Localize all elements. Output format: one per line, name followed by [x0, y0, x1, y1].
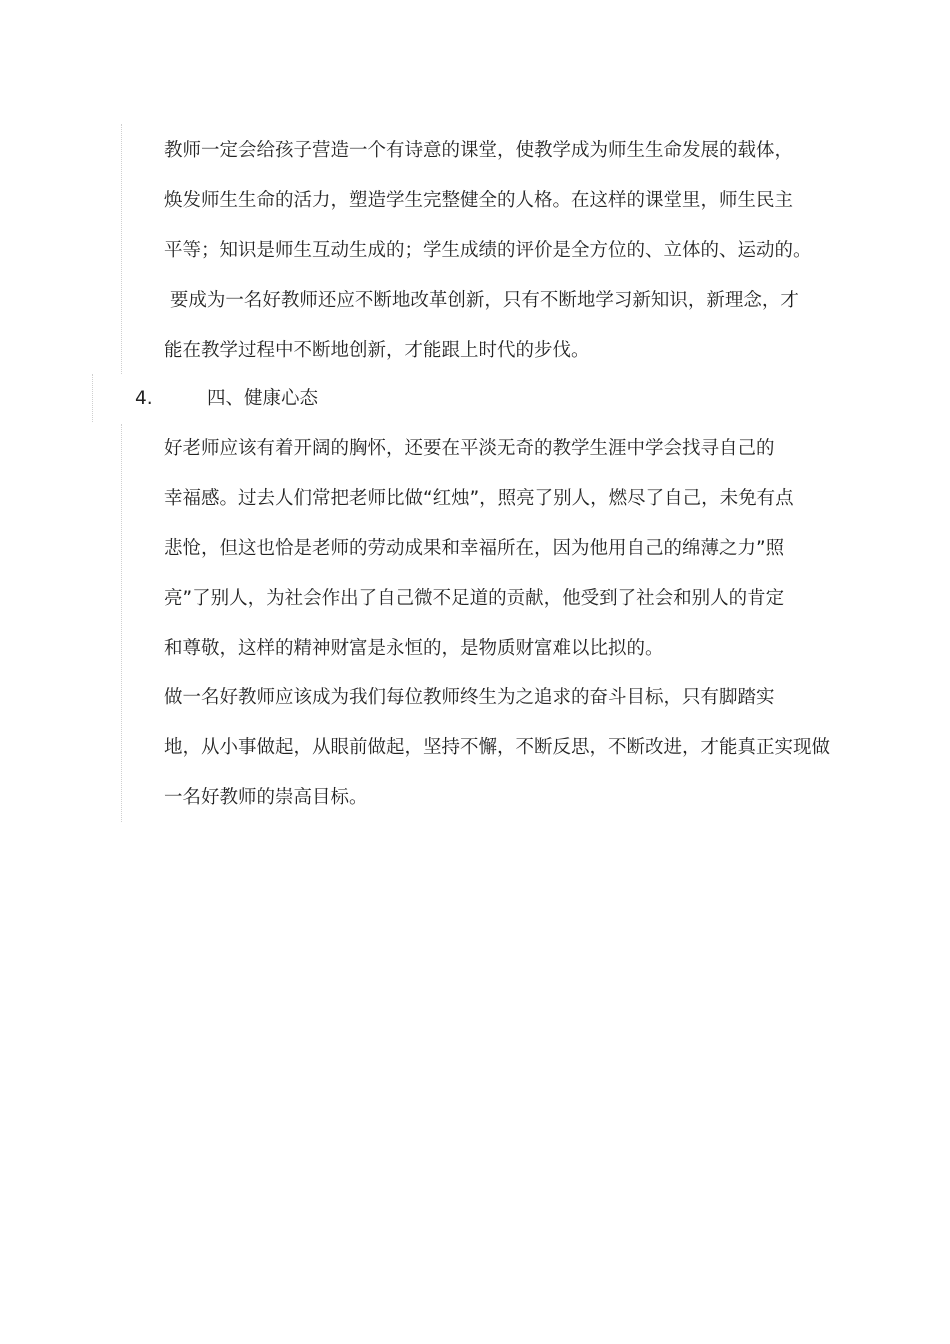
text-line: 做一名好教师应该成为我们每位教师终生为之追求的奋斗目标，只有脚踏实: [164, 687, 775, 708]
text-line: 要成为一名好教师还应不断地改革创新，只有不断地学习新知识，新理念，才: [164, 290, 799, 311]
text-line: 平等；知识是师生互动生成的；学生成绩的评价是全方位的、立体的、运动的。: [164, 240, 812, 261]
section4-paragraph-2: [164, 673, 831, 823]
text-line: 亮”了别人，为社会作出了自己微不足道的贡献，他受到了社会和别人的肯定: [164, 588, 785, 609]
section3-paragraph: [164, 126, 814, 376]
text-line: 好老师应该有着开阔的胸怀，还要在平淡无奇的教学生涯中学会找寻自己的: [164, 438, 775, 459]
text-line: 焕发师生生命的活力，塑造学生完整健全的人格。在这样的课堂里，师生民主: [164, 190, 794, 211]
text-line: 一名好教师的崇高目标。: [164, 787, 368, 808]
text-line: 教师一定会给孩子营造一个有诗意的课堂，使教学成为师生生命发展的载体，: [164, 140, 794, 161]
list-guide-line: [92, 374, 93, 422]
text-line: 地，从小事做起，从眼前做起，坚持不懈，不断反思，不断改进，才能真正实现做: [164, 737, 831, 758]
paragraph-guide-line: [121, 124, 122, 374]
text-line: 悲怆，但这也恰是老师的劳动成果和幸福所在，因为他用自己的绵薄之力”照: [164, 538, 785, 559]
heading-title: 四、健康心态: [207, 388, 319, 409]
section4-paragraph-1: [164, 424, 814, 674]
text-line: 幸福感。过去人们常把老师比做“红烛”，照亮了别人，燃尽了自己，未免有点: [164, 488, 794, 509]
text-line: 和尊敬，这样的精神财富是永恒的，是物质财富难以比拟的。: [164, 638, 664, 659]
list-number: 4.: [135, 388, 153, 409]
text-line: 能在教学过程中不断地创新，才能跟上时代的步伐。: [164, 340, 590, 361]
paragraph-guide-line: [121, 424, 122, 822]
